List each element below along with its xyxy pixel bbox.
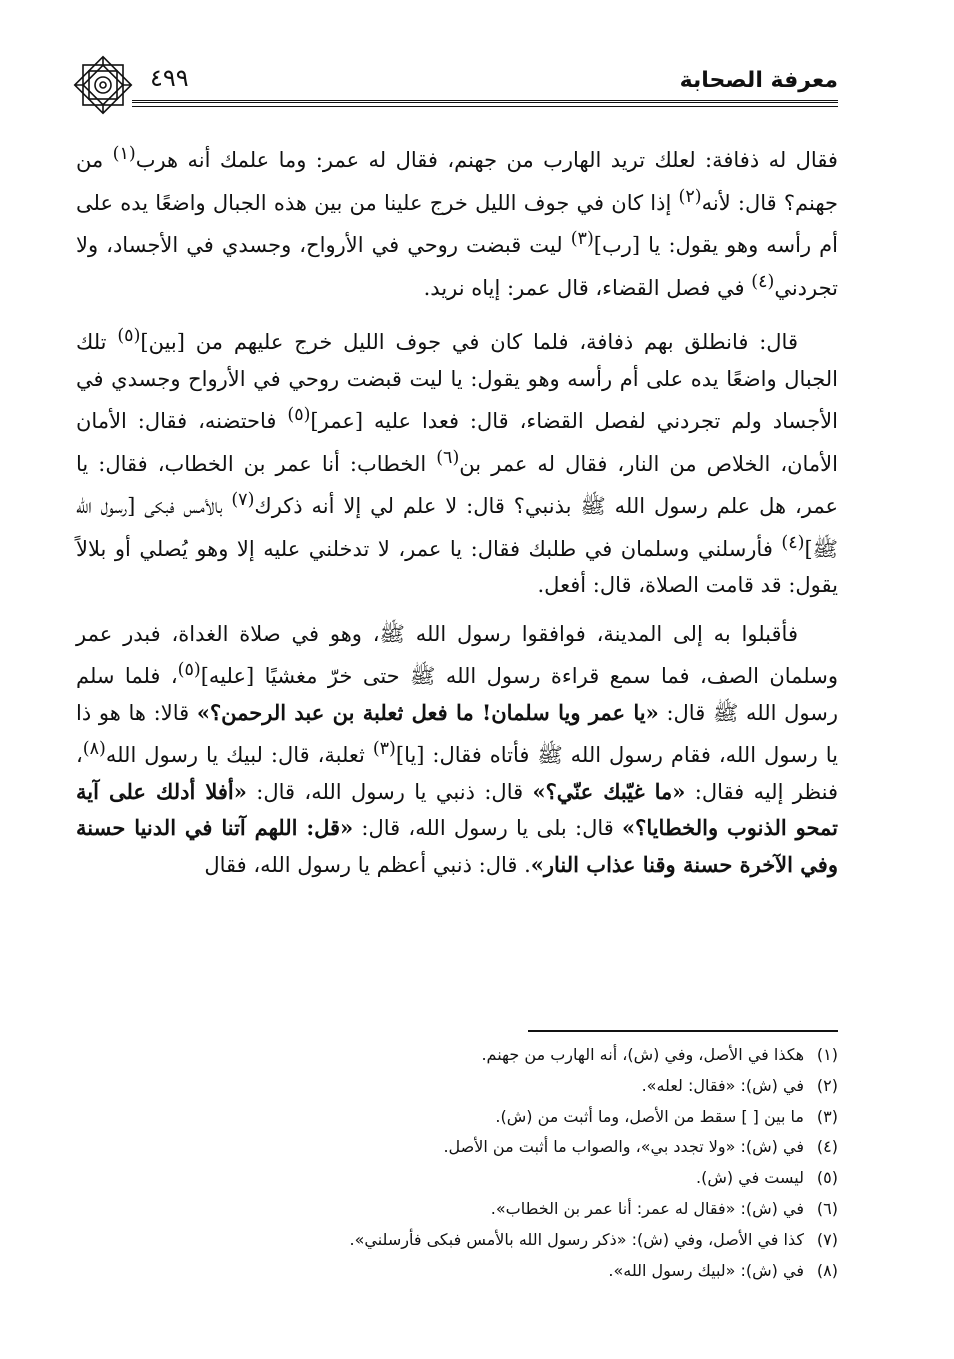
hadith-quote: «ما غيّبك عنّي؟» (532, 778, 686, 804)
footnote-item (138, 1040, 838, 1071)
text-run: قال: بلى يا رسول الله، قال: (353, 816, 623, 840)
text-run: ثعلبة، قال: لبيك يا رسول الله (105, 743, 373, 767)
footnote-item (138, 1102, 838, 1133)
footnote-text: في (ش): «فقال له عمر: أنا عمر بن الخطاب». (490, 1198, 804, 1218)
footnote-text: ليست في (ش). (696, 1168, 804, 1188)
text-run: قالا: ها هو ذا يا رسول الله، فقام رسول الله ﷺ فأتاه فقال: [يا] (76, 700, 838, 767)
footnote-number: (٧) (816, 1229, 838, 1249)
footnote-number: (٢) (816, 1075, 838, 1095)
text-run: فاحتضنه، فقال: الأمان الأمان، الخلاص من النار، فقال له عمر بن (76, 409, 838, 476)
paragraph-2 (76, 318, 838, 604)
footnote-text: في (ش): «فقال: لعله». (641, 1075, 804, 1095)
main-text (76, 136, 838, 895)
footnote-number: (١) (816, 1045, 838, 1064)
page-number: ٤٩٩ (150, 64, 189, 92)
hadith-quote: «يا عمر ويا سلمان! ما فعل ثعلبة بن عبد الرحمن؟» (196, 699, 659, 725)
footnote-ref: (٦) (436, 447, 460, 468)
footnote-text: في (ش): «لبيك رسول الله». (608, 1260, 804, 1280)
footnote-item (138, 1256, 838, 1287)
footnote-item (138, 1071, 838, 1102)
footnote-ref: (٤) (751, 271, 775, 292)
footnote-text: هكذا في الأصل، وفي (ش)، أنه الهارب من جهنم. (481, 1045, 804, 1064)
octagram-ornament-icon (70, 52, 136, 118)
footnote-text: كذا في الأصل، وفي (ش): «ذكر رسول الله بالأمس فبكى فأرسلني». (349, 1229, 804, 1249)
text-run: ، فنظر إليه فقال: (76, 743, 838, 804)
footnote-item (138, 1132, 838, 1163)
footnote-item (138, 1163, 838, 1194)
paragraph-1 (76, 136, 838, 306)
footnote-text: ما بين [ ] سقط من الأصل، وما أثبت من (ش). (495, 1106, 804, 1126)
text-run: . قال: ذنبي أعظم يا رسول الله، فقال (204, 852, 531, 877)
text-run: تلك الجبال واضعًا يده على أم رأسه وهو يقول: يا ليت قبضت روحي في الأرواح وجسدي في الأجساد ولم تجردني لفصل القضاء، قال: فعدا عليه [عمر] (76, 330, 838, 433)
footnote-ref: (٢) (678, 186, 702, 207)
footnote-ref: (١) (112, 144, 136, 164)
text-run: الخطاب: أنا عمر بن الخطاب، فقال: يا عمر، هل علم رسول الله ﷺ بذنبي؟ قال: لا علم لي إلا أنه ذكرك (76, 451, 838, 518)
footnote-ref: (٨) (82, 739, 106, 759)
paragraph-3 (76, 616, 838, 884)
footnote-separator (528, 1030, 838, 1032)
text-run: فقال له ذفافة: لعلك تريد الهارب من جهنم، فقال له عمر: وما علمك أنه هرب (135, 148, 838, 172)
text-run: فأقبلوا به إلى المدينة، فوافقوا رسول الله ﷺ، وهو في صلاة الغداة، فبدر عمر وسلمان الصف، فما سمع قراءة رسول الله ﷺ حتى خرّ مغشيًا [عليه] (76, 621, 838, 688)
text-run: ، فلما سلم رسول الله ﷺ قال: (76, 664, 838, 725)
footnote-number: (٨) (816, 1260, 838, 1280)
footnote-number: (٤) (816, 1137, 838, 1157)
text-run: من جهنم؟ قال: لأنه (76, 148, 839, 215)
header-rule (132, 100, 838, 107)
footnote-number: (٦) (816, 1198, 838, 1218)
footnote-text: في (ش): «ولا تجدد بي»، والصواب ما أثبت من الأصل. (443, 1137, 804, 1157)
footnote-ref: (٤) (781, 532, 805, 553)
footnote-ref: (٣) (372, 739, 396, 759)
footnote-number: (٣) (816, 1106, 838, 1126)
footnotes (138, 1040, 838, 1286)
text-run: قال: فانطلق بهم ذفافة، فلما كان في جوف الليل خرج عليهم من [بين] (140, 330, 798, 354)
text-run: قال: ذنبي يا رسول الله، قال: (246, 779, 533, 804)
footnote-number: (٥) (816, 1168, 838, 1188)
footnote-ref: (٥) (287, 405, 311, 425)
hadith-quote: «قل: اللهم آتنا في الدنيا حسنة وفي الآخرة حسنة وقنا عذاب النار» (76, 815, 838, 877)
footnote-item (138, 1225, 838, 1256)
text-run: في فصل القضاء، قال عمر: إياه نريد. (423, 275, 752, 300)
text-run: ليت قبضت روحي في الأرواح، وجسدي في الأجساد، ولا تجردني (76, 233, 838, 300)
hadith-quote: «أفلا أدلك على آية تمحو الذنوب والخطايا؟» (76, 778, 838, 840)
text-run: إذا كان في جوف الليل خرج علينا من بين هذه الجبال واضعًا يده على أم رأسه وهو يقول: يا [رب] (76, 190, 839, 257)
footnote-ref: (٥) (177, 660, 201, 680)
footnote-ref: (٥) (117, 326, 141, 346)
text-run: بالأمس فبكى [رسول الله ﷺ] (76, 494, 838, 561)
text-run: فأرسلني وسلمان في طلبك فقال: يا عمر، لا تدخلني عليه إلا وهو يُصلي أو بلالاً يقول: قد قامت الصلاة، قال: أفعل. (76, 536, 838, 597)
footnote-ref: (٧) (231, 490, 255, 510)
footnote-ref: (٣) (570, 229, 594, 249)
footnote-item (138, 1194, 838, 1225)
book-title: معرفة الصحابة (679, 68, 838, 93)
page-header (70, 52, 838, 112)
